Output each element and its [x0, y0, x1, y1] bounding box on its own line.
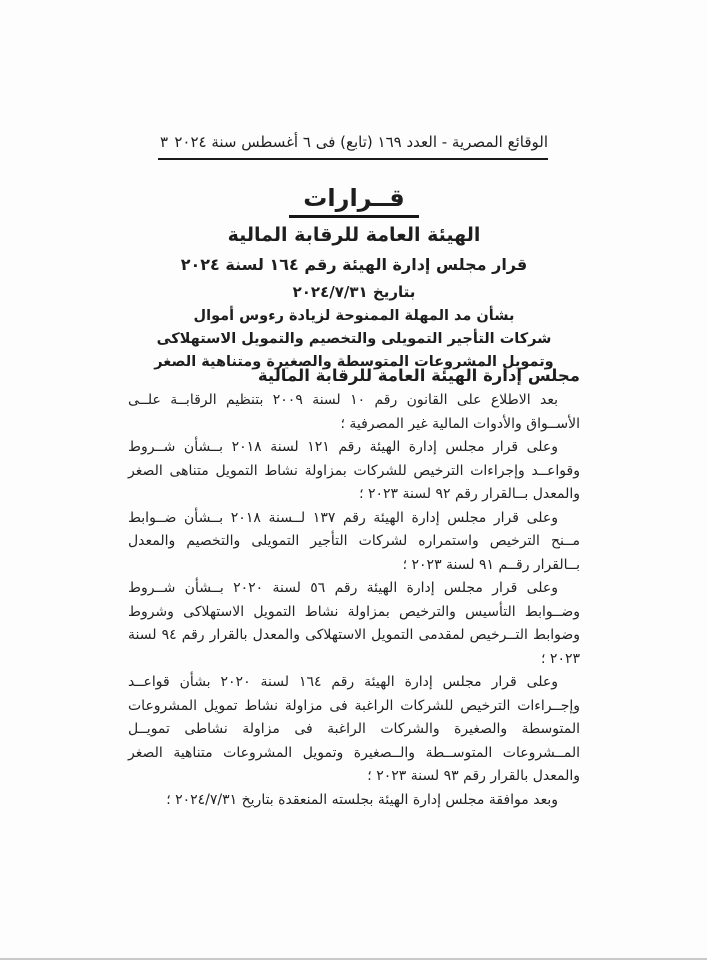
decree-number-line: قرار مجلس إدارة الهيئة رقم ١٦٤ لسنة ٢٠٢٤: [180, 255, 528, 275]
title-block: [128, 186, 580, 370]
subject-line-3: وتمويل المشروعات المتوسطة والصغيرة ومتناهية الصغر: [154, 354, 554, 371]
issuing-body-heading: مجلس إدارة الهيئة العامة للرقابة المالية: [257, 366, 580, 385]
preamble-paragraph-1: بعد الاطلاع على القانون رقم ١٠ لسنة ٢٠٠٩ بتنظيم الرقابــة علــى الأســواق والأدوات المالية غير المصرفية ؛: [128, 392, 580, 432]
decree-body: [128, 363, 580, 812]
section-title-row: [128, 186, 580, 218]
preamble-paragraph-3: وعلى قرار مجلس إدارة الهيئة رقم ١٣٧ لــسنة ٢٠١٨ بــشأن ضــوابط مــنح الترخيص واستمراره لشركات التأجير التمويلى والتخصيم والمعدل بــالقرار رقــم ٩١ لسنة ٢٠٢٣ ؛: [128, 509, 580, 573]
section-title: قــرارات: [289, 186, 418, 218]
preamble-paragraph-5: وعلى قرار مجلس إدارة الهيئة رقم ١٦٤ لسنة ٢٠٢٠ بشأن قواعــد وإجــراءات الترخيص للشركات الراغبة فى مزاولة نشاط تمويل المشروعات المتوسطة والصغيرة والشركات الراغبة فى مزاولة نشاطى تمويــل المــشروعات المتوســطة والــصغيرة وتمويل المشروعات متناهية الصغر والمعدل بالقرار رقم ٩٣ لسنة ٢٠٢٣ ؛: [128, 674, 580, 784]
issue-line: الوقائع المصرية - العدد ١٦٩ (تابع) فى ٦ أغسطس سنة ٢٠٢٤: [174, 133, 548, 151]
page-number: ٣: [160, 133, 169, 151]
subject-line-1: بشأن مد المهلة الممنوحة لزيادة رءوس أموال: [193, 308, 515, 325]
preamble-paragraph-4: وعلى قرار مجلس إدارة الهيئة رقم ٥٦ لسنة ٢٠٢٠ بــشأن شــروط وضــوابط التأسيس والترخيص بمزاولة نشاط التمويل الاستهلاكى وشروط وضوابط التــرخيص لمقدمى التمويل الاستهلاكى والمعدل بالقرار رقم ٩٤ لسنة ٢٠٢٣ ؛: [128, 580, 580, 667]
decree-date-line: بتاريخ ٢٠٢٤/٧/٣١: [292, 283, 416, 302]
subject-line-2: شركات التأجير التمويلى والتخصيم والتمويل الاستهلاكى: [156, 331, 552, 348]
preamble-paragraph-6: وبعد موافقة مجلس إدارة الهيئة بجلسته المنعقدة بتاريخ ٢٠٢٤/٧/٣١ ؛: [166, 791, 558, 808]
preamble-paragraph-2: وعلى قرار مجلس إدارة الهيئة رقم ١٢١ لسنة ٢٠١٨ بــشأن شــروط وقواعــد وإجراءات الترخيص للشركات بمزاولة نشاط التمويل متناهى الصغر والمعدل بــالقرار رقم ٩٢ لسنة ٢٠٢٣ ؛: [128, 439, 580, 502]
authority-title: الهيئة العامة للرقابة المالية: [227, 224, 481, 247]
page-header: [158, 133, 548, 160]
